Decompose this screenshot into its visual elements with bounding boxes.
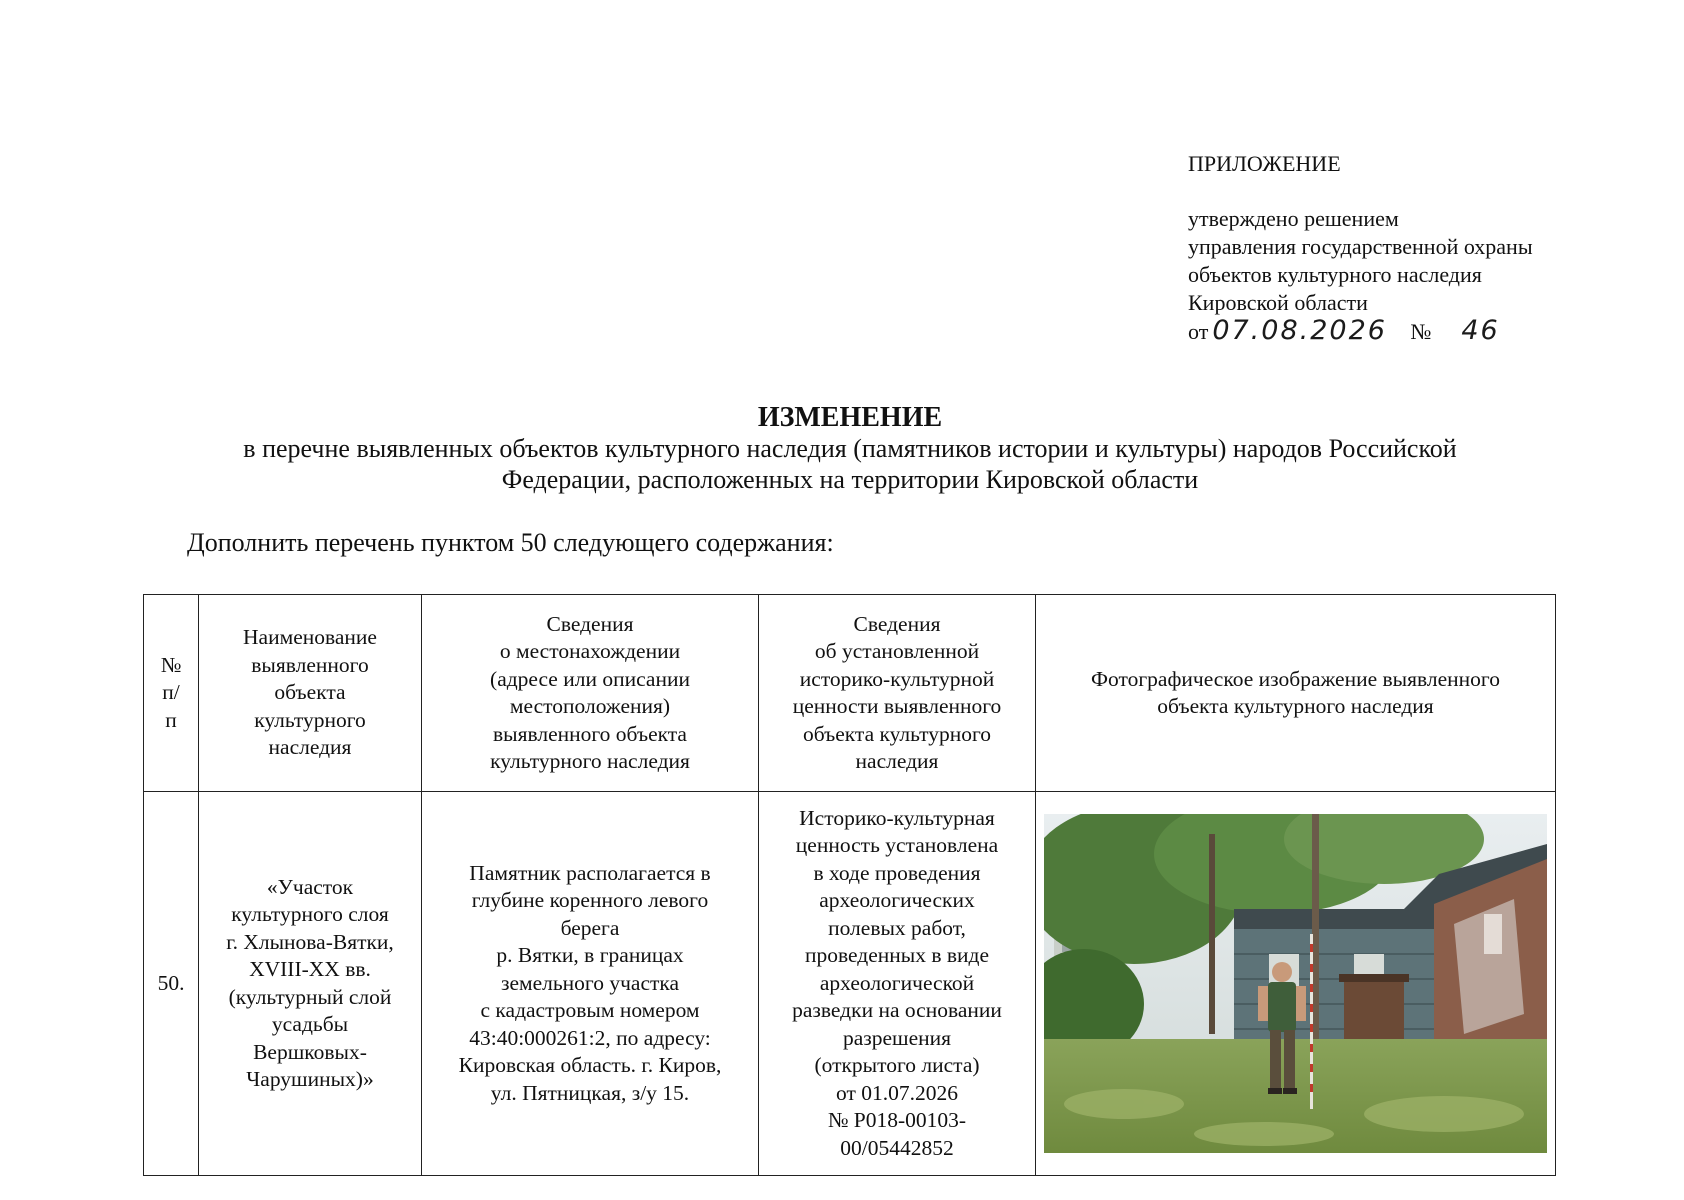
heritage-table (143, 594, 1556, 1176)
header-value: Сведения об установленной историко-культурной ценности выявленного объекта культурного наследия (759, 595, 1036, 792)
table-row (144, 792, 1556, 1176)
handwritten-number: 46 (1461, 315, 1500, 346)
document-title: ИЗМЕНЕНИЕ (757, 402, 943, 433)
lead-paragraph: Дополнить перечень пунктом 50 следующего содержания: (187, 528, 834, 557)
document-subtitle-line: Федерации, расположенных на территории Кировской области (501, 465, 1199, 494)
document-subtitle-line: в перечне выявленных объектов культурного наследия (памятников истории и культуры) народов Российской (243, 434, 1457, 463)
site-photo (1044, 814, 1547, 1153)
row-name: «Участок культурного слоя г. Хлынова-Вятки, XVIII-XX вв. (культурный слой усадьбы Вершковых- Чарушиных)» (199, 792, 422, 1176)
header-name: Наименование выявленного объекта культурного наследия (199, 595, 422, 792)
table-header-row (144, 595, 1556, 792)
approval-line: Кировской области (1188, 290, 1368, 315)
appendix-block (1188, 150, 1628, 346)
header-location: Сведения о местонахождении (адресе или описании местоположения) выявленного объекта культурного наследия (422, 595, 759, 792)
handwritten-date: 07.08.2026 (1212, 315, 1387, 346)
row-location: Памятник располагается в глубине коренного левого берега р. Вятки, в границах земельного участка с кадастровым номером 43:40:000261:2, по адресу: Кировская область. г. Киров, ул. Пятницкая, з/у 15. (422, 792, 759, 1176)
approval-line: утверждено решением (1188, 206, 1399, 231)
row-value: Историко-культурная ценность установлена в ходе проведения археологических полевых работ, проведенных в виде археологической разведки на основании разрешения (открытого листа) от 01.07.2026 № Р018-00103- 00/05442852 (759, 792, 1036, 1176)
document-title-block (130, 402, 1570, 495)
date-prefix: от (1188, 319, 1209, 344)
row-num: 50. (144, 792, 199, 1176)
approval-line: объектов культурного наследия (1188, 262, 1482, 287)
approval-line: управления государственной охраны (1188, 234, 1533, 259)
row-photo-cell (1036, 792, 1556, 1176)
header-num: № п/ п (144, 595, 199, 792)
decision-date-number (1188, 317, 1628, 346)
number-sign: № (1410, 319, 1432, 344)
header-photo: Фотографическое изображение выявленного объекта культурного наследия (1036, 595, 1556, 792)
appendix-heading: ПРИЛОЖЕНИЕ (1188, 151, 1341, 176)
